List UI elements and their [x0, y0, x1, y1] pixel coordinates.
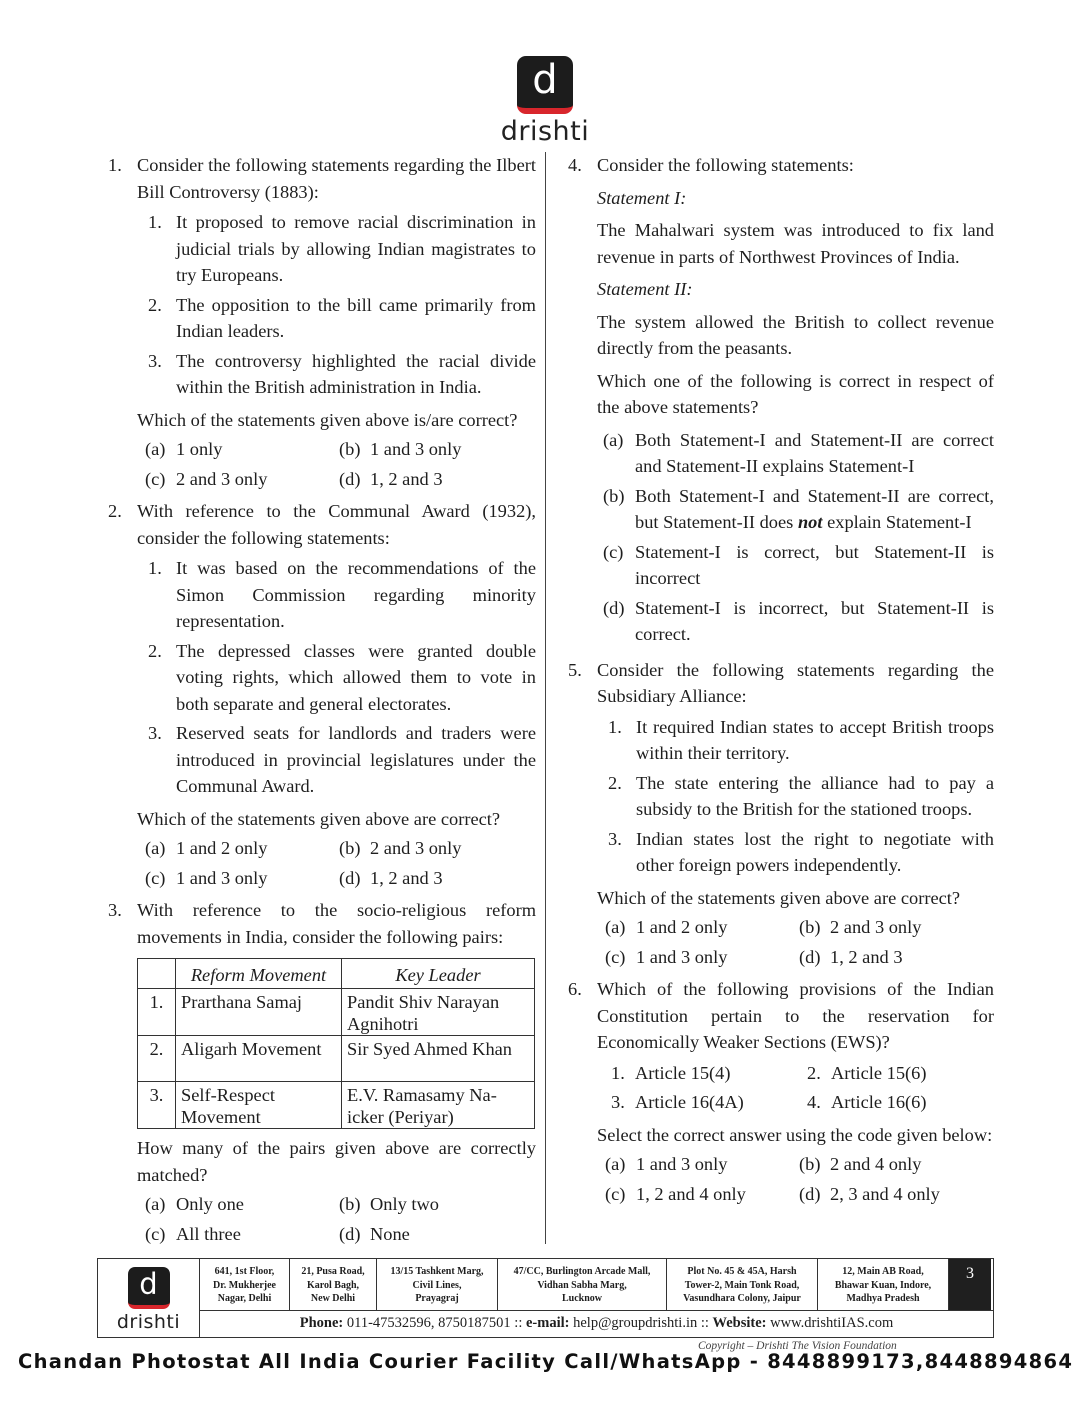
option-c: (c) 1 and 3 only — [605, 946, 728, 967]
drishti-logo — [500, 56, 590, 147]
page-footer — [97, 1258, 994, 1338]
article-item: 1. Article 15(4) — [611, 1062, 731, 1083]
question-stem: Which of the following provisions of the Indian Constitution pertain to the reservation for Economically Weaker Sections (EWS)? — [597, 979, 994, 1052]
option-a: (a) 1 and 2 only — [605, 917, 728, 937]
right-column — [568, 152, 994, 1213]
address-cell: 12, Main AB Road, Bhawar Kuan, Indore, Madhya Pradesh — [818, 1259, 949, 1310]
option-b: (b) Only two — [339, 1194, 439, 1214]
column-header: Reform Movement — [176, 959, 342, 989]
option-d: (d) 1, 2 and 3 — [799, 946, 903, 967]
statement-1-label: Statement I: — [597, 187, 687, 208]
question-number: 2. — [108, 501, 122, 521]
option-b: (b) 2 and 4 only — [799, 1154, 922, 1174]
question-number: 6. — [568, 979, 582, 999]
address-cell: 47/CC, Burlington Arcade Mall, Vidhan Sabha Marg, Lucknow — [498, 1259, 667, 1310]
table-header-row — [138, 959, 535, 989]
question-number: 5. — [568, 659, 582, 680]
statement-item: 2. The depressed classes were granted double voting rights, which allowed them to vote in both separate and general electorates. — [148, 640, 536, 714]
option-a: (a) 1 and 3 only — [605, 1154, 728, 1174]
article-list — [597, 1060, 994, 1116]
question-number: 1. — [108, 155, 122, 175]
logo-text: drishti — [500, 116, 590, 147]
footer-logo — [98, 1259, 200, 1337]
courier-banner: Chandan Photostat All India Courier Facility Call/WhatsApp - 8448899173,8448894864 — [18, 1350, 1074, 1373]
question-3 — [108, 897, 536, 1247]
option-d: (d) 1, 2 and 3 — [339, 867, 443, 888]
statement-2-label: Statement II: — [597, 279, 693, 299]
question-ask: Which of the statements given above are correct? — [137, 808, 501, 829]
option-d: (d) 1, 2 and 3 — [339, 468, 443, 489]
question-ask: Which one of the following is correct in respect of the above statements? — [597, 370, 994, 417]
statement-list — [608, 714, 994, 879]
option-c: (c) 2 and 3 only — [145, 468, 268, 489]
question-stem: Consider the following statements regarding the Subsidiary Alliance: — [597, 659, 994, 706]
option-c: (c) 1, 2 and 4 only — [605, 1183, 746, 1204]
contact-line: Phone: 011-47532596, 8750187501 :: e-mail: help@groupdrishti.in :: Website: www.drishtiIAS.com — [299, 1315, 894, 1331]
logo-text: drishti — [116, 1311, 181, 1333]
address-cell: 21, Pusa Road, Karol Bagh, New Delhi — [290, 1259, 377, 1310]
option-a: (a) 1 only — [145, 439, 223, 459]
statement-2-text: The system allowed the British to collect revenue directly from the peasants. — [597, 311, 994, 358]
email-address: help@groupdrishti.in :: — [573, 1315, 709, 1331]
option-a: (a) 1 and 2 only — [145, 838, 268, 858]
question-stem: Consider the following statements: — [597, 155, 854, 175]
statement-item: 3. The controversy highlighted the racial divide within the British administration in India. — [148, 350, 536, 397]
statement-item: 1. It required Indian states to accept British troops within their territory. — [608, 716, 994, 763]
option-d: (d) 2, 3 and 4 only — [799, 1183, 940, 1204]
question-ask: Select the correct answer using the code given below: — [597, 1124, 993, 1145]
option-c: (c) 1 and 3 only — [145, 867, 268, 888]
option-grid — [597, 914, 994, 970]
option-d: (d) None — [339, 1223, 410, 1244]
option-c: (c) Statement-I is correct, but Statement-II is incorrect — [603, 541, 994, 588]
article-item: 2. Article 15(6) — [807, 1062, 927, 1083]
copyright-text: Copyright – Drishti The Vision Foundation — [698, 1340, 897, 1352]
question-ask: Which of the statements given above is/are correct? — [137, 409, 518, 430]
option-grid — [597, 1151, 994, 1207]
logo-mark-icon: d — [517, 56, 573, 114]
phone-numbers: 011-47532596, 8750187501 :: — [346, 1315, 523, 1331]
option-b: (b) Both Statement-I and Statement-II are correct, but Statement-II does not explain Statement-I — [603, 485, 994, 532]
question-6 — [568, 976, 994, 1207]
page-number: 3 — [949, 1259, 991, 1310]
logo-mark-icon: d — [128, 1267, 170, 1309]
address-cell: Plot No. 45 & 45A, Harsh Tower-2, Main Tonk Road, Vasundhara Colony, Jaipur — [667, 1259, 818, 1310]
option-b: (b) 2 and 3 only — [339, 838, 462, 858]
statement-1-text: The Mahalwari system was introduced to fix land revenue in parts of Northwest Provinces of India. — [597, 220, 994, 267]
address-cell: 13/15 Tashkent Marg, Civil Lines, Prayagraj — [377, 1259, 498, 1310]
column-divider — [545, 152, 546, 1244]
left-column — [108, 152, 536, 1253]
emphasis-text: not — [797, 512, 823, 532]
question-ask: Which of the statements given above are correct? — [597, 887, 961, 908]
column-header: Key Leader — [342, 959, 535, 989]
statement-item: 1. It proposed to remove racial discrimination in judicial trials by allowing Indian magistrates to try Europeans. — [148, 212, 536, 285]
question-5 — [568, 657, 994, 971]
option-c: (c) All three — [145, 1223, 241, 1244]
option-grid — [137, 436, 536, 492]
statement-list — [148, 555, 536, 800]
pairs-table — [137, 958, 535, 1129]
option-grid — [137, 1191, 536, 1247]
table-row: 1. Prarthana Samaj Pandit Shiv Narayan Agnihotri — [138, 989, 535, 1036]
article-item: 4. Article 16(6) — [807, 1092, 927, 1112]
question-stem: With reference to the Communal Award (1932), consider the following statements: — [137, 501, 536, 548]
statement-item: 3. Indian states lost the right to negotiate with other foreign powers independently. — [608, 828, 994, 875]
question-ask: How many of the pairs given above are correctly matched? — [137, 1138, 536, 1185]
question-number: 3. — [108, 900, 122, 920]
option-d: (d) Statement-I is incorrect, but Statement-II is correct. — [603, 597, 994, 644]
option-a: (a) Only one — [145, 1194, 244, 1214]
question-stem: Consider the following statements regarding the Ilbert Bill Controversy (1883): — [137, 155, 536, 202]
option-b: (b) 1 and 3 only — [339, 439, 462, 459]
address-cell: 641, 1st Floor, Dr. Mukherjee Nagar, Delhi — [200, 1259, 290, 1310]
statement-list — [148, 209, 536, 401]
article-item: 3. Article 16(4A) — [611, 1092, 744, 1112]
table-row: 3. Self-Respect Movement E.V. Ramasamy Na-icker (Periyar) — [138, 1082, 535, 1129]
option-a: (a) Both Statement-I and Statement-II are correct and Statement-II explains Statement-I — [603, 429, 994, 476]
question-stem: With reference to the socio-religious reform movements in India, consider the following pairs: — [137, 900, 536, 947]
table-row: 2. Aligarh Movement Sir Syed Ahmed Khan — [138, 1036, 535, 1082]
option-b: (b) 2 and 3 only — [799, 917, 922, 937]
statement-item: 2. The opposition to the bill came primarily from Indian leaders. — [148, 294, 536, 341]
website-url: www.drishtiIAS.com — [770, 1315, 894, 1331]
question-number: 4. — [568, 155, 582, 175]
question-1 — [108, 152, 536, 492]
statement-item: 3. Reserved seats for landlords and traders were introduced in provincial legislatures under the Communal Award. — [148, 723, 536, 796]
statement-item: 2. The state entering the alliance had to pay a subsidy to the British for the stationed troops. — [608, 772, 994, 819]
question-4 — [568, 152, 994, 651]
statement-item: 1. It was based on the recommendations of the Simon Commission regarding minority representation. — [148, 558, 536, 631]
address-row — [200, 1259, 993, 1311]
question-2 — [108, 498, 536, 891]
option-grid — [137, 835, 536, 891]
